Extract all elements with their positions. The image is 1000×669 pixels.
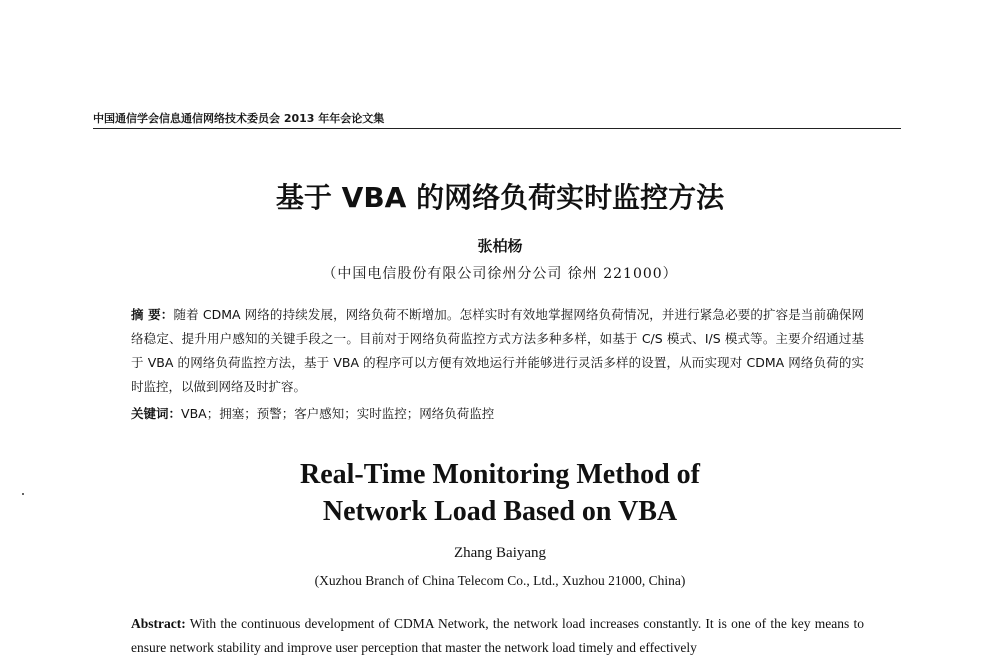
english-abstract-label: Abstract:: [131, 616, 186, 631]
english-title-line-2: Network Load Based on VBA: [322, 496, 678, 527]
chinese-keywords-label: 关键词：: [131, 406, 182, 421]
chinese-abstract-label: 摘 要：: [131, 307, 174, 322]
chinese-keywords: [131, 404, 864, 424]
chinese-abstract: [131, 303, 864, 399]
running-head: 中国通信学会信息通信网络技术委员会 2013 年年会论文集: [93, 112, 385, 125]
header-rule: [93, 128, 901, 129]
chinese-abstract-text: 随着 CDMA 网络的持续发展，网络负荷不断增加。怎样实时有效地掌握网络负荷情况，并进行紧急必要的扩容是当前确保网络稳定、提升用户感知的关键手段之一。目前对于网络负荷监控方式方法多种多样，如基于 C/S 模式、I/S 模式等。主要介绍通过基于 VBA 的网络负荷监控方法，基于 VBA 的程序可以方便有效地运行并能够进行灵活多样的设置，从而实现对 CDMA 网络负荷的实时监控，以做到网络及时扩容。: [131, 307, 865, 394]
chinese-title: 基于 VBA 的网络负荷实时监控方法: [275, 181, 725, 214]
english-author: Zhang Baiyang: [453, 545, 547, 561]
chinese-affiliation: （中国电信股份有限公司徐州分公司 徐州 221000）: [322, 266, 678, 282]
scan-speck: [22, 493, 24, 495]
english-abstract: [131, 612, 864, 660]
english-title-line-1: Real-Time Monitoring Method of: [300, 459, 700, 490]
english-abstract-text: With the continuous development of CDMA Network, the network load increases constantly. It is one of the key means to ensure network stability and improve user perception that master the network load timely and effectively: [131, 616, 864, 655]
chinese-keywords-text: VBA；拥塞；预警；客户感知；实时监控；网络负荷监控: [181, 406, 495, 421]
english-title: [0, 456, 1000, 530]
english-affiliation: (Xuzhou Branch of China Telecom Co., Ltd., Xuzhou 21000, China): [314, 573, 686, 588]
chinese-author: 张柏杨: [477, 237, 523, 255]
